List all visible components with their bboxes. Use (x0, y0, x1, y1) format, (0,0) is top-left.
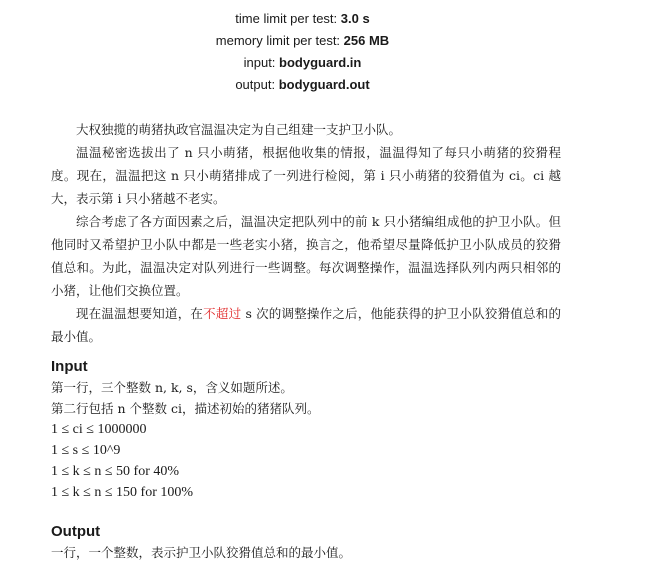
constraint-s: 1 ≤ s ≤ 10^9 (51, 443, 121, 458)
output-file (0, 74, 605, 96)
statement-paragraph-3: 综合考虑了各方面因素之后，温温决定把队列中的前 k 只小猪编组成他的护卫小队。但他同时又希望护卫小队中都是一些老实小猪，换言之，他希望尽量降低护卫小队成员的狡猾值总和。为此，温温决定对队列进行一些调整。每次调整操作，温温选择队列内两只相邻的小猪，让他们交换位置。 (51, 214, 561, 298)
statement-paragraph-2: 温温秘密选拔出了 n 只小萌猪，根据他收集的情报，温温得知了每只小萌猪的狡猾程度。现在，温温把这 n 只小萌猪排成了一列进行检阅，第 i 只小萌猪的狡猾值为 ci。ci 越大，表示第 i 只小猪越不老实。 (51, 145, 561, 206)
memory-limit-value: 256 MB (343, 33, 390, 48)
input-line-2: 第二行包括 n 个整数 ci，描述初始的猪猪队列。 (51, 401, 320, 416)
constraint-full: 1 ≤ k ≤ n ≤ 150 for 100% (51, 485, 194, 500)
input-heading: Input (51, 358, 88, 375)
output-line-1: 一行，一个整数，表示护卫小队狡猾值总和的最小值。 (51, 545, 352, 560)
input-file (0, 52, 605, 74)
paragraph-4-start: 现在温温想要知道，在 (76, 306, 204, 321)
input-description (51, 377, 611, 503)
input-file-label: input: (243, 55, 280, 70)
problem-limits (0, 0, 605, 96)
input-line-1: 第一行，三个整数 n, k, s，含义如题所述。 (51, 380, 293, 395)
constraint-small: 1 ≤ k ≤ n ≤ 50 for 40% (51, 464, 180, 479)
constraint-ci: 1 ≤ ci ≤ 1000000 (51, 422, 147, 437)
time-limit (0, 8, 605, 30)
input-file-value: bodyguard.in (279, 55, 362, 70)
output-file-value: bodyguard.out (278, 77, 370, 92)
problem-statement (51, 118, 561, 348)
paragraph-4-end: s 次的调整操作之后，他能获得的护卫小队狡猾值总和的最小值。 (51, 306, 561, 344)
memory-limit (0, 30, 605, 52)
time-limit-label: time limit per test: (235, 11, 341, 26)
memory-limit-label: memory limit per test: (215, 33, 344, 48)
statement-paragraph-4 (51, 302, 561, 348)
output-heading: Output (51, 523, 101, 540)
highlight-not-exceed: 不超过 (203, 306, 242, 321)
output-description (51, 542, 611, 563)
output-file-label: output: (235, 77, 279, 92)
statement-paragraph-1: 大权独揽的萌猪执政官温温决定为自己组建一支护卫小队。 (76, 122, 402, 137)
time-limit-value: 3.0 s (340, 11, 370, 26)
